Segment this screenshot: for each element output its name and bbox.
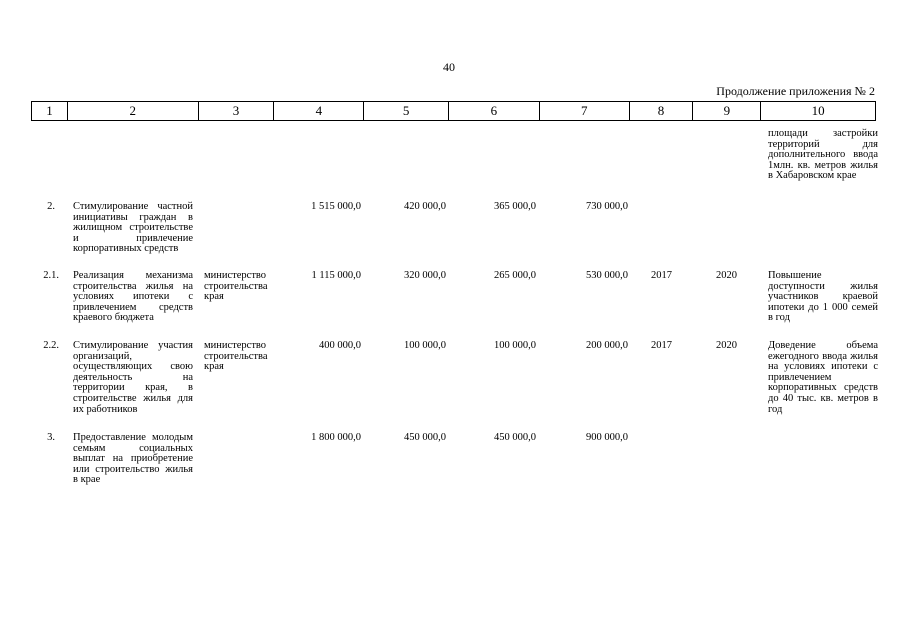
value-col4: 1 515 000,0 bbox=[311, 201, 361, 212]
value-col4: 1 115 000,0 bbox=[311, 270, 361, 281]
page-number: 40 bbox=[443, 60, 455, 74]
value-col6: 365 000,0 bbox=[494, 201, 536, 212]
row-number: 2.2. bbox=[43, 340, 59, 351]
table-header bbox=[31, 101, 876, 121]
row-number: 2. bbox=[47, 201, 55, 212]
value-col4: 400 000,0 bbox=[319, 340, 361, 351]
header-cell: 2 bbox=[68, 102, 199, 120]
value-col7: 900 000,0 bbox=[586, 432, 628, 443]
header-cell: 6 bbox=[449, 102, 540, 120]
row-name: Реализация механизма строительства жилья на условиях ипотеки с привлечением средств краевого бюджета bbox=[73, 270, 193, 324]
value-col4: 1 800 000,0 bbox=[311, 432, 361, 443]
header-cell: 4 bbox=[274, 102, 364, 120]
carryover-text: площади застройки территорий для дополнительного ввода 1млн. кв. метров жилья в Хабаровском крае bbox=[768, 128, 878, 182]
end-year: 2020 bbox=[716, 270, 737, 281]
value-col5: 450 000,0 bbox=[404, 432, 446, 443]
start-year: 2017 bbox=[651, 340, 672, 351]
value-col5: 420 000,0 bbox=[404, 201, 446, 212]
header-cell: 8 bbox=[630, 102, 694, 120]
row-name: Стимулирование частной инициативы граждан в жилищном строительстве и привлечение корпоративных средств bbox=[73, 201, 193, 255]
row-number: 2.1. bbox=[43, 270, 59, 281]
value-col7: 200 000,0 bbox=[586, 340, 628, 351]
row-result: Доведение объема ежегодного ввода жилья на условиях ипотеки с привлечением корпоративных средств до 40 тыс. кв. метров в год bbox=[768, 340, 878, 415]
value-col5: 100 000,0 bbox=[404, 340, 446, 351]
header-cell: 3 bbox=[199, 102, 275, 120]
row-number: 3. bbox=[47, 432, 55, 443]
row-name: Предоставление молодым семьям социальных выплат на приобретение или строительство жилья в крае bbox=[73, 432, 193, 486]
value-col5: 320 000,0 bbox=[404, 270, 446, 281]
appendix-label: Продолжение приложения № 2 bbox=[716, 84, 875, 98]
row-executor: министерство строительства края bbox=[204, 340, 268, 373]
header-cell: 10 bbox=[811, 103, 825, 118]
value-col6: 450 000,0 bbox=[494, 432, 536, 443]
row-executor: министерство строительства края bbox=[204, 270, 268, 303]
value-col6: 100 000,0 bbox=[494, 340, 536, 351]
value-col6: 265 000,0 bbox=[494, 270, 536, 281]
end-year: 2020 bbox=[716, 340, 737, 351]
value-col7: 730 000,0 bbox=[586, 201, 628, 212]
header-cell: 7 bbox=[540, 102, 630, 120]
row-name: Стимулирование участия организаций, осуществляющих свою деятельность на территории края, в строительстве жилья для их работников bbox=[73, 340, 193, 415]
header-cell: 5 bbox=[364, 102, 449, 120]
value-col7: 530 000,0 bbox=[586, 270, 628, 281]
start-year: 2017 bbox=[651, 270, 672, 281]
header-cell: 1 bbox=[32, 102, 68, 120]
header-cell: 9 bbox=[693, 102, 761, 120]
row-result: Повышение доступности жилья участников краевой ипотеки до 1 000 семей в год bbox=[768, 270, 878, 324]
